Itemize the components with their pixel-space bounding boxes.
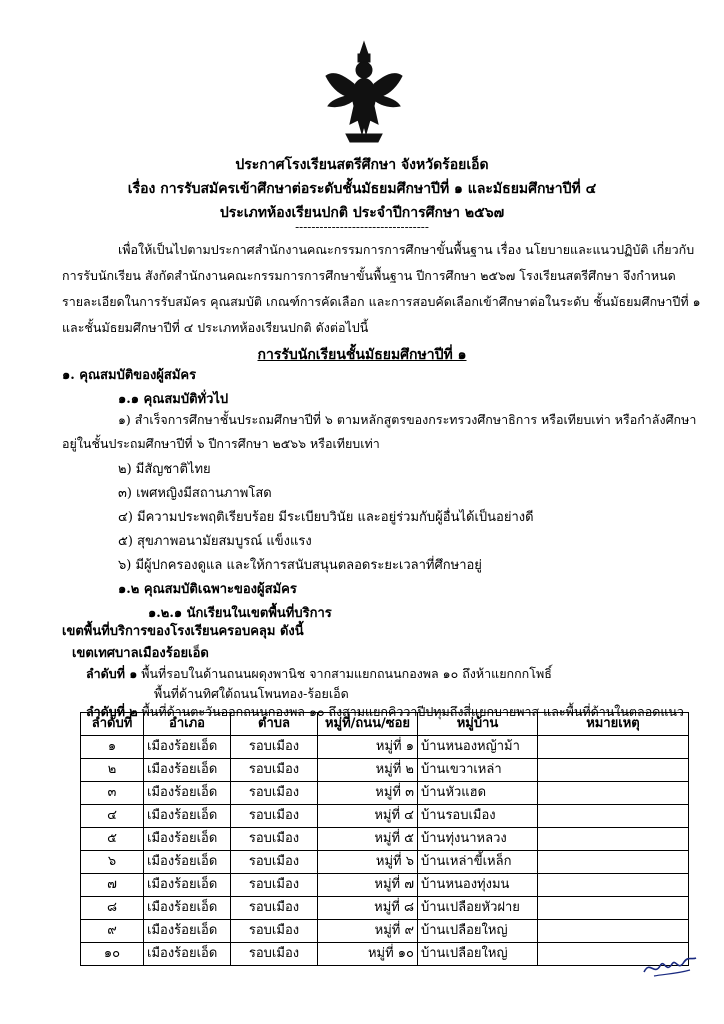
specific-qualifications-sub: ๑.๒.๑ นักเรียนในเขตพื้นที่บริการ: [148, 606, 332, 621]
table-cell: หมู่ที่ ๑๐: [318, 943, 418, 966]
table-cell: เมืองร้อยเอ็ด: [144, 759, 231, 782]
table-cell: เมืองร้อยเอ็ด: [144, 782, 231, 805]
table-row: [81, 805, 689, 828]
table-cell: บ้านหนองหญ้าม้า: [418, 736, 538, 759]
table-cell: ๔: [81, 805, 144, 828]
qualification-item: ๕) สุขภาพอนามัยสมบูรณ์ แข็งแรง: [118, 534, 312, 549]
villages-table: [80, 712, 689, 966]
service-area-1-cont: พื้นที่ด้านทิศใต้ถนนโพนทอง-ร้อยเอ็ด: [154, 686, 349, 701]
table-cell: เมืองร้อยเอ็ด: [144, 805, 231, 828]
table-cell: หมู่ที่ ๖: [318, 851, 418, 874]
table-cell: [538, 759, 689, 782]
column-header: หมู่ที่/ถนน/ซอย: [318, 713, 418, 736]
table-cell: รอบเมือง: [231, 851, 318, 874]
intro-line: และชั้นมัธยมศึกษาปีที่ ๔ ประเภทห้องเรียนปกติ ดังต่อไปนี้: [62, 320, 369, 335]
table-cell: เมืองร้อยเอ็ด: [144, 943, 231, 966]
table-row: [81, 920, 689, 943]
intro-line: เพื่อให้เป็นไปตามประกาศสำนักงานคณะกรรมการการศึกษาขั้นพื้นฐาน เรื่อง นโยบายและแนวปฏิบัติ เกี่ยวกับ: [118, 242, 695, 257]
qualification-item: อยู่ในชั้นประถมศึกษาปีที่ ๖ ปีการศึกษา ๒๕๖๖ หรือเทียบเท่า: [62, 436, 380, 451]
table-cell: หมู่ที่ ๒: [318, 759, 418, 782]
qualification-item: ๖) มีผู้ปกครองดูแล และให้การสนับสนุนตลอดระยะเวลาที่ศึกษาอยู่: [118, 558, 482, 573]
table-cell: ๗: [81, 874, 144, 897]
table-cell: [538, 736, 689, 759]
table-cell: รอบเมือง: [231, 943, 318, 966]
table-cell: รอบเมือง: [231, 874, 318, 897]
qualification-item: ๒) มีสัญชาติไทย: [118, 462, 211, 477]
table-cell: [538, 920, 689, 943]
table-cell: [538, 805, 689, 828]
table-row: [81, 828, 689, 851]
table-cell: เมืองร้อยเอ็ด: [144, 920, 231, 943]
section-heading: การรับนักเรียนชั้นมัธยมศึกษาปีที่ ๑: [257, 347, 467, 363]
qualification-item: ๑) สำเร็จการศึกษาชั้นประถมศึกษาปีที่ ๖ ตามหลักสูตรของกระทรวงศึกษาธิการ หรือเทียบเท่า หรือกำลังศึกษา: [118, 412, 697, 427]
table-cell: [538, 828, 689, 851]
table-cell: ๒: [81, 759, 144, 782]
area-text: พื้นที่ด้านตะวันออกถนนกองพล ๑๐ ถึงสามแยกคิววาปีปทุมถึงสี่แยกบายพาส และพื้นที่ด้านในตลอดแนว: [141, 704, 684, 719]
column-header: หมายเหตุ: [538, 713, 689, 736]
intro-line: รายละเอียดในการรับสมัคร คุณสมบัติ เกณฑ์การคัดเลือก และการสอบคัดเลือกเข้าศึกษาต่อในระดับ ชั้นมัธยมศึกษาปีที่ ๑: [62, 294, 701, 309]
table-cell: เมืองร้อยเอ็ด: [144, 736, 231, 759]
intro-line: การรับนักเรียน สังกัดสำนักงานคณะกรรมการการศึกษาขั้นพื้นฐาน ปีการศึกษา ๒๕๖๗ โรงเรียนสตรีศึกษา จึงกำหนด: [62, 268, 676, 283]
table-cell: รอบเมือง: [231, 828, 318, 851]
subject-line: เรื่อง การรับสมัครเข้าศึกษาต่อระดับชั้นมัธยมศึกษาปีที่ ๑ และมัธยมศึกษาปีที่ ๔: [127, 181, 597, 197]
qualification-item: ๔) มีความประพฤติเรียบร้อย มีระเบียบวินัย และอยู่ร่วมกับผู้อื่นได้เป็นอย่างดี: [118, 510, 534, 525]
table-cell: หมู่ที่ ๙: [318, 920, 418, 943]
table-cell: [538, 874, 689, 897]
table-cell: หมู่ที่ ๔: [318, 805, 418, 828]
table-cell: รอบเมือง: [231, 920, 318, 943]
signature-icon: [640, 950, 700, 980]
table-cell: หมู่ที่ ๑: [318, 736, 418, 759]
table-cell: บ้านหัวแฮด: [418, 782, 538, 805]
table-cell: บ้านหนองทุ่งมน: [418, 874, 538, 897]
column-header: ลำดับที่: [81, 713, 144, 736]
service-area-1: [86, 664, 552, 684]
column-header: อำเภอ: [144, 713, 231, 736]
table-cell: บ้านเปลือยใหญ่: [418, 920, 538, 943]
specific-qualifications-heading: ๑.๒ คุณสมบัติเฉพาะของผู้สมัคร: [118, 582, 297, 597]
table-cell: บ้านรอบเมือง: [418, 805, 538, 828]
qualifications-heading: ๑. คุณสมบัติของผู้สมัคร: [62, 368, 197, 383]
table-row: [81, 736, 689, 759]
general-qualifications-heading: ๑.๑ คุณสมบัติทั่วไป: [118, 392, 229, 407]
table-cell: เมืองร้อยเอ็ด: [144, 874, 231, 897]
table-row: [81, 874, 689, 897]
table-cell: ๑: [81, 736, 144, 759]
table-cell: รอบเมือง: [231, 897, 318, 920]
table-cell: ๙: [81, 920, 144, 943]
table-cell: หมู่ที่ ๓: [318, 782, 418, 805]
table-cell: [538, 897, 689, 920]
table-cell: หมู่ที่ ๗: [318, 874, 418, 897]
column-header: ตำบล: [231, 713, 318, 736]
area-text: พื้นที่รอบในด้านถนนผดุงพานิช จากสามแยกถนนกองพล ๑๐ ถึงห้าแยกกกโพธิ์: [141, 666, 552, 681]
table-cell: หมู่ที่ ๘: [318, 897, 418, 920]
qualification-item: ๓) เพศหญิงมีสถานภาพโสด: [118, 486, 272, 501]
table-row: [81, 851, 689, 874]
table-cell: รอบเมือง: [231, 782, 318, 805]
service-area-heading: เขตพื้นที่บริการของโรงเรียนครอบคลุม ดังนี้: [62, 624, 304, 639]
area-label: ลำดับที่ ๑: [86, 666, 138, 681]
table-cell: ๕: [81, 828, 144, 851]
table-row: [81, 782, 689, 805]
page-title: ประกาศโรงเรียนสตรีศึกษา จังหวัดร้อยเอ็ด: [235, 157, 489, 173]
table-cell: [538, 851, 689, 874]
table-cell: เมืองร้อยเอ็ด: [144, 851, 231, 874]
table-cell: เมืองร้อยเอ็ด: [144, 828, 231, 851]
table-row: [81, 943, 689, 966]
table-row: [81, 897, 689, 920]
table-cell: เมืองร้อยเอ็ด: [144, 897, 231, 920]
table-cell: รอบเมือง: [231, 736, 318, 759]
table-cell: บ้านเหล่าขี้เหล็ก: [418, 851, 538, 874]
table-header-row: [81, 713, 689, 736]
table-cell: ๓: [81, 782, 144, 805]
garuda-emblem-icon: [324, 40, 404, 144]
area-label: ลำดับที่ ๒: [86, 704, 138, 719]
table-cell: บ้านเขวาเหล่า: [418, 759, 538, 782]
table-cell: [538, 782, 689, 805]
table-cell: บ้านเปลือยใหญ่: [418, 943, 538, 966]
column-header: หมู่บ้าน: [418, 713, 538, 736]
table-cell: หมู่ที่ ๕: [318, 828, 418, 851]
table-cell: ๑๐: [81, 943, 144, 966]
table-cell: ๖: [81, 851, 144, 874]
subtitle-line: ประเภทห้องเรียนปกติ ประจำปีการศึกษา ๒๕๖๗: [219, 205, 505, 221]
table-row: [81, 759, 689, 782]
divider: ---------------------------------: [295, 220, 429, 234]
table-cell: ๘: [81, 897, 144, 920]
table-cell: บ้านเปลือยหัวฝาย: [418, 897, 538, 920]
table-cell: บ้านทุ่งนาหลวง: [418, 828, 538, 851]
table-cell: รอบเมือง: [231, 805, 318, 828]
municipality-label: เขตเทศบาลเมืองร้อยเอ็ด: [72, 646, 209, 661]
table-cell: รอบเมือง: [231, 759, 318, 782]
